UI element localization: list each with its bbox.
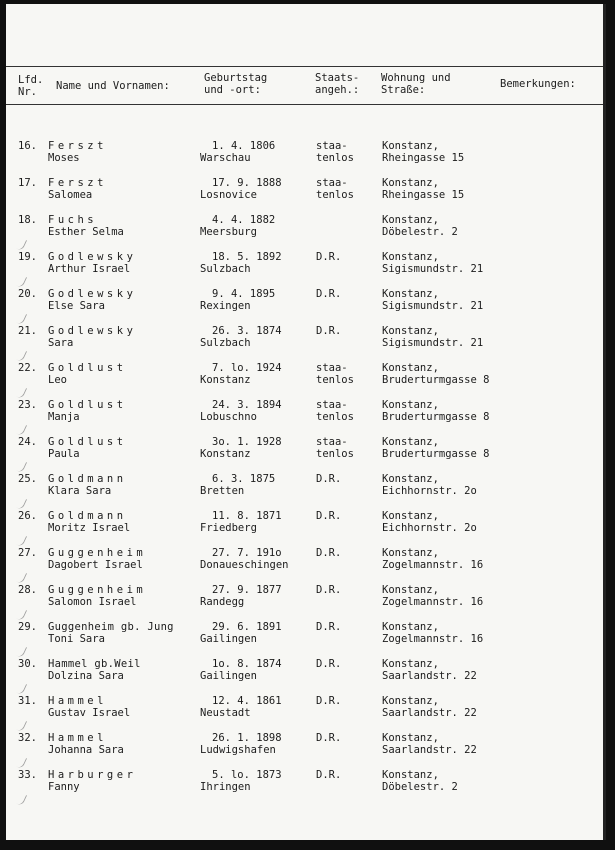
- pencil-check-mark: [14, 681, 27, 696]
- row-birth-place: Rexingen: [200, 300, 251, 312]
- pencil-check-mark: [14, 237, 27, 252]
- row-citizenship: D.R.: [316, 473, 342, 485]
- register-row: [6, 658, 603, 695]
- row-given-name: Esther Selma: [48, 226, 124, 238]
- row-number: 28.: [18, 584, 37, 596]
- row-birth-place: Losnovice: [200, 189, 257, 201]
- register-row: [6, 695, 603, 732]
- row-birth-date: 27. 7. 191o: [212, 547, 282, 559]
- row-street: Sigismundstr. 21: [382, 263, 484, 275]
- row-city: Konstanz,: [382, 214, 439, 226]
- register-row: [6, 288, 603, 325]
- row-birth-date: 1. 4. 1806: [212, 140, 276, 152]
- row-number: 19.: [18, 251, 37, 263]
- row-number: 26.: [18, 510, 37, 522]
- row-citizenship: D.R.: [316, 288, 342, 300]
- row-citizenship-cont: tenlos: [316, 189, 354, 201]
- row-city: Konstanz,: [382, 658, 439, 670]
- header-address: Wohnung und Straße:: [381, 72, 451, 96]
- row-birth-date: 27. 9. 1877: [212, 584, 282, 596]
- row-surname: Ferszt: [48, 140, 107, 152]
- row-given-name: Moritz Israel: [48, 522, 131, 534]
- register-row: [6, 510, 603, 547]
- row-given-name: Dolzina Sara: [48, 670, 124, 682]
- row-birth-place: Ihringen: [200, 781, 251, 793]
- row-birth-date: 24. 3. 1894: [212, 399, 282, 411]
- row-birth-date: 1o. 8. 1874: [212, 658, 282, 670]
- row-given-name: Sara: [48, 337, 74, 349]
- row-given-name: Klara Sara: [48, 485, 112, 497]
- pencil-check-mark: [14, 496, 27, 511]
- row-given-name: Fanny: [48, 781, 80, 793]
- row-birth-date: 7. lo. 1924: [212, 362, 282, 374]
- row-street: Döbelestr. 2: [382, 781, 458, 793]
- row-surname: Godlewsky: [48, 251, 137, 263]
- row-birth-date: 18. 5. 1892: [212, 251, 282, 263]
- row-citizenship: D.R.: [316, 251, 342, 263]
- header-bottom-rule: [6, 104, 603, 105]
- row-street: Saarlandstr. 22: [382, 670, 477, 682]
- row-given-name: Leo: [48, 374, 67, 386]
- row-number: 32.: [18, 732, 37, 744]
- row-given-name: Paula: [48, 448, 80, 460]
- row-street: Sigismundstr. 21: [382, 300, 484, 312]
- row-birth-date: 17. 9. 1888: [212, 177, 282, 189]
- pencil-check-mark: [14, 644, 27, 659]
- pencil-check-mark: [14, 792, 27, 807]
- row-surname: Goldlust: [48, 436, 127, 448]
- row-city: Konstanz,: [382, 288, 439, 300]
- row-street: Eichhornstr. 2o: [382, 485, 477, 497]
- row-surname: Ferszt: [48, 177, 107, 189]
- row-number: 17.: [18, 177, 37, 189]
- row-birth-place: Meersburg: [200, 226, 257, 238]
- row-citizenship-cont: tenlos: [316, 448, 354, 460]
- register-row: [6, 214, 603, 251]
- row-surname: Hammel: [48, 732, 107, 744]
- row-number: 20.: [18, 288, 37, 300]
- row-street: Sigismundstr. 21: [382, 337, 484, 349]
- header-name: Name und Vornamen:: [56, 80, 170, 92]
- row-street: Eichhornstr. 2o: [382, 522, 477, 534]
- pencil-check-mark: [14, 755, 27, 770]
- row-city: Konstanz,: [382, 695, 439, 707]
- row-birth-date: 3o. 1. 1928: [212, 436, 282, 448]
- row-birth-date: 29. 6. 1891: [212, 621, 282, 633]
- row-city: Konstanz,: [382, 584, 439, 596]
- row-surname: Guggenheim gb. Jung: [48, 621, 174, 633]
- row-birth-place: Konstanz: [200, 374, 251, 386]
- row-city: Konstanz,: [382, 473, 439, 485]
- row-city: Konstanz,: [382, 399, 439, 411]
- row-surname: Guggenheim: [48, 547, 147, 559]
- row-surname: Goldmann: [48, 510, 127, 522]
- register-row: [6, 547, 603, 584]
- row-city: Konstanz,: [382, 140, 439, 152]
- row-birth-date: 9. 4. 1895: [212, 288, 276, 300]
- row-street: Döbelestr. 2: [382, 226, 458, 238]
- row-citizenship: staa-: [316, 177, 348, 189]
- row-birth-place: Friedberg: [200, 522, 257, 534]
- row-given-name: Moses: [48, 152, 80, 164]
- row-birth-place: Sulzbach: [200, 263, 251, 275]
- row-birth-date: 26. 3. 1874: [212, 325, 282, 337]
- row-street: Zogelmannstr. 16: [382, 596, 484, 608]
- register-row: [6, 732, 603, 769]
- row-birth-place: Sulzbach: [200, 337, 251, 349]
- row-street: Rheingasse 15: [382, 152, 465, 164]
- row-birth-place: Konstanz: [200, 448, 251, 460]
- row-citizenship: D.R.: [316, 621, 342, 633]
- row-surname: Goldlust: [48, 362, 127, 374]
- row-city: Konstanz,: [382, 251, 439, 263]
- row-citizenship-cont: tenlos: [316, 152, 354, 164]
- row-city: Konstanz,: [382, 732, 439, 744]
- row-given-name: Gustav Israel: [48, 707, 131, 719]
- row-citizenship: D.R.: [316, 325, 342, 337]
- row-street: Rheingasse 15: [382, 189, 465, 201]
- register-row: [6, 473, 603, 510]
- header-remarks: Bemerkungen:: [500, 78, 576, 90]
- header-top-rule: [6, 66, 603, 67]
- row-birth-date: 11. 8. 1871: [212, 510, 282, 522]
- header-nr: Lfd. Nr.: [18, 74, 44, 98]
- pencil-check-mark: [14, 459, 27, 474]
- pencil-check-mark: [14, 311, 27, 326]
- row-citizenship: D.R.: [316, 769, 342, 781]
- register-row: [6, 325, 603, 362]
- row-citizenship: staa-: [316, 362, 348, 374]
- row-surname: Harburger: [48, 769, 137, 781]
- row-surname: Guggenheim: [48, 584, 147, 596]
- register-row: [6, 362, 603, 399]
- row-street: Saarlandstr. 22: [382, 744, 477, 756]
- row-citizenship: staa-: [316, 399, 348, 411]
- row-number: 23.: [18, 399, 37, 411]
- row-citizenship: D.R.: [316, 584, 342, 596]
- row-number: 33.: [18, 769, 37, 781]
- row-given-name: Salomon Israel: [48, 596, 137, 608]
- row-surname: Godlewsky: [48, 325, 137, 337]
- row-city: Konstanz,: [382, 325, 439, 337]
- row-street: Bruderturmgasse 8: [382, 374, 490, 386]
- header-citizenship: Staats- angeh.:: [315, 72, 360, 96]
- row-given-name: Arthur Israel: [48, 263, 131, 275]
- register-row: [6, 251, 603, 288]
- row-street: Zogelmannstr. 16: [382, 559, 484, 571]
- pencil-check-mark: [14, 422, 27, 437]
- row-citizenship: staa-: [316, 140, 348, 152]
- row-birth-date: 6. 3. 1875: [212, 473, 276, 485]
- row-birth-date: 12. 4. 1861: [212, 695, 282, 707]
- row-city: Konstanz,: [382, 769, 439, 781]
- row-number: 18.: [18, 214, 37, 226]
- row-number: 27.: [18, 547, 37, 559]
- pencil-check-mark: [14, 274, 27, 289]
- row-given-name: Johanna Sara: [48, 744, 124, 756]
- row-city: Konstanz,: [382, 436, 439, 448]
- row-street: Bruderturmgasse 8: [382, 448, 490, 460]
- row-city: Konstanz,: [382, 510, 439, 522]
- pencil-check-mark: [14, 718, 27, 733]
- row-surname: Fuchs: [48, 214, 98, 226]
- row-birth-place: Gailingen: [200, 633, 257, 645]
- register-row: [6, 769, 603, 806]
- row-birth-place: Gailingen: [200, 670, 257, 682]
- row-citizenship: D.R.: [316, 547, 342, 559]
- document-page: [6, 4, 606, 840]
- row-city: Konstanz,: [382, 621, 439, 633]
- header-birth: Geburtstag und -ort:: [204, 72, 268, 96]
- pencil-check-mark: [14, 348, 27, 363]
- register-row: [6, 436, 603, 473]
- row-number: 29.: [18, 621, 37, 633]
- register-row: [6, 140, 603, 177]
- row-surname: Hammel gb.Weil: [48, 658, 141, 670]
- register-row: [6, 584, 603, 621]
- row-surname: Goldlust: [48, 399, 127, 411]
- row-surname: Goldmann: [48, 473, 127, 485]
- row-given-name: Else Sara: [48, 300, 105, 312]
- row-number: 30.: [18, 658, 37, 670]
- pencil-check-mark: [14, 385, 27, 400]
- pencil-check-mark: [14, 570, 27, 585]
- row-city: Konstanz,: [382, 362, 439, 374]
- row-citizenship: staa-: [316, 436, 348, 448]
- row-citizenship: D.R.: [316, 658, 342, 670]
- row-street: Zogelmannstr. 16: [382, 633, 484, 645]
- row-given-name: Salomea: [48, 189, 93, 201]
- row-citizenship: D.R.: [316, 695, 342, 707]
- row-birth-place: Lobuschno: [200, 411, 257, 423]
- row-number: 24.: [18, 436, 37, 448]
- row-birth-place: Warschau: [200, 152, 251, 164]
- row-citizenship-cont: tenlos: [316, 411, 354, 423]
- row-birth-place: Ludwigshafen: [200, 744, 276, 756]
- register-row: [6, 621, 603, 658]
- row-citizenship-cont: tenlos: [316, 374, 354, 386]
- row-number: 31.: [18, 695, 37, 707]
- row-surname: Godlewsky: [48, 288, 137, 300]
- row-street: Saarlandstr. 22: [382, 707, 477, 719]
- pencil-check-mark: [14, 607, 27, 622]
- row-city: Konstanz,: [382, 177, 439, 189]
- row-number: 22.: [18, 362, 37, 374]
- row-surname: Hammel: [48, 695, 107, 707]
- row-birth-place: Neustadt: [200, 707, 251, 719]
- row-citizenship: D.R.: [316, 732, 342, 744]
- row-given-name: Dagobert Israel: [48, 559, 143, 571]
- register-row: [6, 177, 603, 214]
- pencil-check-mark: [14, 533, 27, 548]
- row-birth-date: 5. lo. 1873: [212, 769, 282, 781]
- row-city: Konstanz,: [382, 547, 439, 559]
- row-birth-place: Bretten: [200, 485, 245, 497]
- row-number: 16.: [18, 140, 37, 152]
- row-given-name: Toni Sara: [48, 633, 105, 645]
- row-birth-date: 4. 4. 1882: [212, 214, 276, 226]
- row-birth-place: Randegg: [200, 596, 245, 608]
- register-row: [6, 399, 603, 436]
- row-number: 21.: [18, 325, 37, 337]
- row-street: Bruderturmgasse 8: [382, 411, 490, 423]
- row-birth-place: Donaueschingen: [200, 559, 289, 571]
- row-citizenship: D.R.: [316, 510, 342, 522]
- row-birth-date: 26. 1. 1898: [212, 732, 282, 744]
- row-given-name: Manja: [48, 411, 80, 423]
- row-number: 25.: [18, 473, 37, 485]
